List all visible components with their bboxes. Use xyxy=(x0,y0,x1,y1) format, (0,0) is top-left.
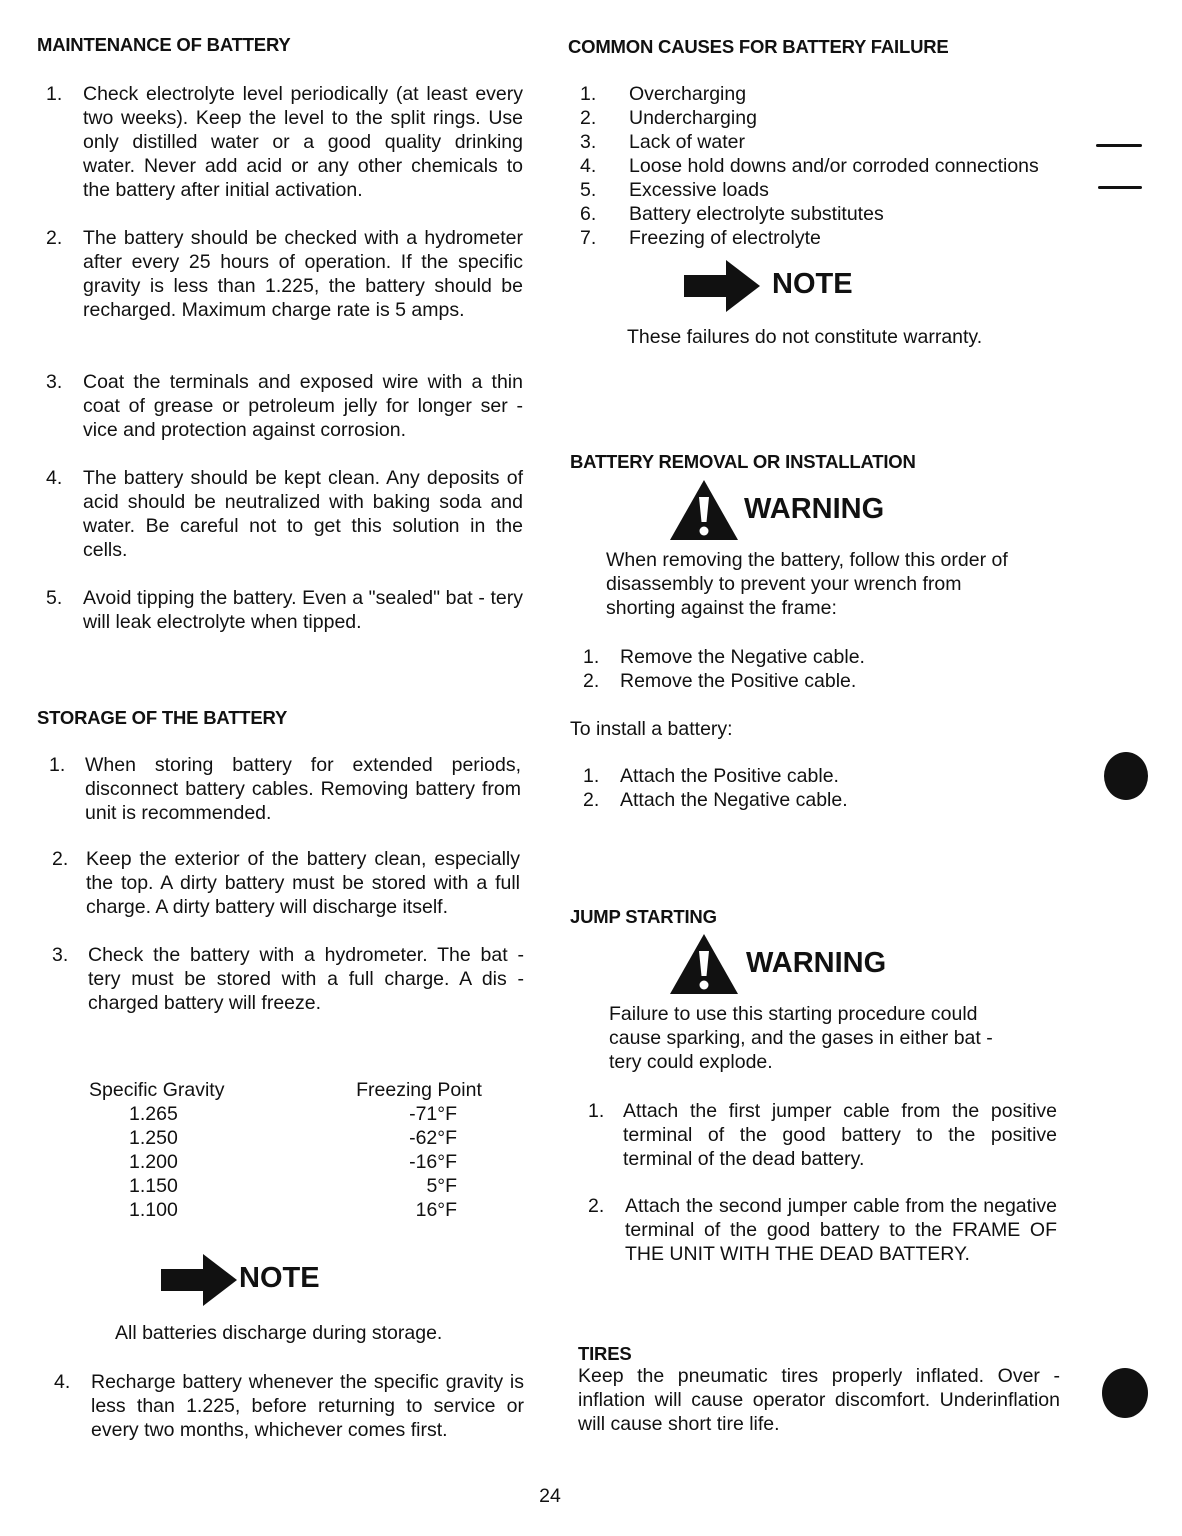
item-text: Keep the exterior of the battery clean, especially the top. A dirty battery must be stored with a full charge. A dirty battery will discharge itself. xyxy=(86,848,520,918)
fp-value: -16°F xyxy=(409,1151,457,1173)
remove-item-2 xyxy=(583,669,856,693)
item-number: 6. xyxy=(580,203,597,225)
item-text: The battery should be checked with a hydrometer after every 25 hours of operation. If the specific gravity is less than 1.225, the battery should be recharged. Maximum charge rate is 5 amps. xyxy=(83,227,523,321)
item-text: Recharge battery whenever the specific gravity is less than 1.225, before returning to service or every two months, whichever comes first. xyxy=(91,1371,524,1441)
storage-note-callout xyxy=(161,1252,381,1308)
item-number: 4. xyxy=(46,467,63,489)
removal-warning-callout xyxy=(668,478,988,542)
item-number: 7. xyxy=(580,227,597,249)
causes-item-4 xyxy=(580,154,1039,178)
table-row xyxy=(89,1102,489,1126)
item-text: Attach the first jumper cable from the positive terminal of the good battery to the positive terminal of the dead battery. xyxy=(623,1100,1057,1170)
note-label: NOTE xyxy=(772,268,853,300)
item-number: 5. xyxy=(580,179,597,201)
causes-item-5 xyxy=(580,178,769,202)
binder-hole-mark xyxy=(1102,1368,1148,1418)
item-number: 4. xyxy=(580,155,597,177)
install-item-2 xyxy=(583,788,848,812)
removal-warning-text: When removing the battery, follow this order of disassembly to prevent your wrench from shorting against the frame: xyxy=(606,549,1008,619)
warning-triangle-icon xyxy=(668,932,744,996)
item-text: Check electrolyte level periodically (at least every two weeks). Keep the level to the split rings. Use only distilled water or a good quality drinking water. Never add acid or any other chemicals to the battery after initial activation. xyxy=(83,83,523,201)
item-text: Loose hold downs and/or corroded connections xyxy=(629,155,1039,177)
table-row xyxy=(89,1174,489,1198)
causes-heading: COMMON CAUSES FOR BATTERY FAILURE xyxy=(568,36,949,57)
item-text: Avoid tipping the battery. Even a "sealed" bat - tery will leak electrolyte when tipped. xyxy=(83,587,523,633)
fp-cell xyxy=(349,1126,489,1150)
item-text: Excessive loads xyxy=(629,179,769,201)
storage-note-text: All batteries discharge during storage. xyxy=(115,1322,443,1344)
tires-text: Keep the pneumatic tires properly inflated. Over - inflation will cause operator discomfort. Underinflation will cause short tire life. xyxy=(578,1365,1060,1435)
table-row xyxy=(89,1150,489,1174)
table-header-row xyxy=(89,1078,489,1102)
item-number: 2. xyxy=(580,107,597,129)
fp-value: -71°F xyxy=(409,1103,457,1125)
jump-heading: JUMP STARTING xyxy=(570,906,717,927)
install-item-1 xyxy=(583,764,839,788)
removal-heading: BATTERY REMOVAL OR INSTALLATION xyxy=(570,451,916,472)
warning-triangle-icon xyxy=(668,478,744,542)
sg-cell: 1.100 xyxy=(129,1199,178,1221)
note-arrow-icon xyxy=(684,258,764,314)
tires-heading: TIRES xyxy=(578,1343,632,1364)
storage-heading: STORAGE OF THE BATTERY xyxy=(37,707,288,728)
item-number: 4. xyxy=(54,1371,71,1393)
warning-label: WARNING xyxy=(744,493,885,525)
item-number: 5. xyxy=(46,587,63,609)
maintenance-heading: MAINTENANCE OF BATTERY xyxy=(37,34,291,55)
install-intro: To install a battery: xyxy=(570,718,733,740)
item-text: Attach the Positive cable. xyxy=(620,765,839,787)
page-number: 24 xyxy=(539,1485,561,1507)
item-text: Attach the Negative cable. xyxy=(620,789,848,811)
item-number: 3. xyxy=(52,944,69,966)
col-header-freezing-point: Freezing Point xyxy=(356,1079,482,1101)
item-number: 2. xyxy=(583,670,600,692)
causes-note-text: These failures do not constitute warranty. xyxy=(627,326,983,348)
item-text: When storing battery for extended periods, disconnect battery cables. Removing battery from unit is recommended. xyxy=(85,754,521,824)
causes-note-callout xyxy=(684,258,904,314)
fp-cell xyxy=(349,1150,489,1174)
item-text: The battery should be kept clean. Any deposits of acid should be neutralized with baking soda and water. Be careful not to get this solution in the cells. xyxy=(83,467,523,561)
table-row xyxy=(89,1198,489,1222)
sg-cell: 1.265 xyxy=(129,1103,178,1125)
note-label: NOTE xyxy=(239,1262,320,1294)
item-text: Remove the Positive cable. xyxy=(620,670,857,692)
item-text: Battery electrolyte substitutes xyxy=(629,203,884,225)
item-number: 1. xyxy=(49,754,66,776)
causes-item-6 xyxy=(580,202,884,226)
item-number: 1. xyxy=(580,83,597,105)
note-arrow-icon xyxy=(161,1252,241,1308)
binder-hole-mark xyxy=(1104,752,1148,800)
item-text: Undercharging xyxy=(629,107,757,129)
item-text: Lack of water xyxy=(629,131,745,153)
item-number: 3. xyxy=(46,371,63,393)
margin-dash-mark xyxy=(1098,186,1142,189)
specific-gravity-table xyxy=(89,1078,489,1222)
fp-value: 16°F xyxy=(415,1199,457,1221)
item-text: Check the battery with a hydrometer. The bat - tery must be stored with a full charge. A dis - charged battery will freeze. xyxy=(88,944,524,1014)
item-number: 1. xyxy=(588,1100,605,1122)
item-text: Coat the terminals and exposed wire with a thin coat of grease or petroleum jelly for longer ser - vice and protection against corrosion. xyxy=(83,371,523,441)
item-number: 3. xyxy=(580,131,597,153)
fp-value: -62°F xyxy=(409,1127,457,1149)
item-number: 2. xyxy=(583,789,600,811)
fp-cell xyxy=(349,1198,489,1222)
fp-value: 5°F xyxy=(426,1175,457,1197)
sg-cell: 1.250 xyxy=(129,1127,178,1149)
jump-warning-text: Failure to use this starting procedure could cause sparking, and the gases in either bat - tery could explode. xyxy=(609,1003,993,1073)
causes-item-7 xyxy=(580,226,821,250)
fp-cell xyxy=(349,1102,489,1126)
table-row xyxy=(89,1126,489,1150)
item-text: Attach the second jumper cable from the negative terminal of the good battery to the FRAME OF THE UNIT WITH THE DEAD BATTERY. xyxy=(625,1195,1057,1265)
causes-item-2 xyxy=(580,106,757,130)
item-text: Overcharging xyxy=(629,83,747,105)
item-number: 2. xyxy=(52,848,69,870)
item-text: Remove the Negative cable. xyxy=(620,646,865,668)
col-header-specific-gravity: Specific Gravity xyxy=(89,1079,225,1101)
item-number: 2. xyxy=(46,227,63,249)
item-text: Freezing of electrolyte xyxy=(629,227,821,249)
warning-label: WARNING xyxy=(746,947,887,979)
causes-item-3 xyxy=(580,130,745,154)
jump-warning-callout xyxy=(668,932,988,996)
sg-cell: 1.200 xyxy=(129,1151,178,1173)
item-number: 1. xyxy=(583,646,600,668)
item-number: 1. xyxy=(46,83,63,105)
item-number: 1. xyxy=(583,765,600,787)
causes-item-1 xyxy=(580,82,746,106)
sg-cell: 1.150 xyxy=(129,1175,178,1197)
item-number: 2. xyxy=(588,1195,605,1217)
margin-dash-mark xyxy=(1096,144,1142,147)
remove-item-1 xyxy=(583,645,865,669)
fp-cell xyxy=(349,1174,489,1198)
